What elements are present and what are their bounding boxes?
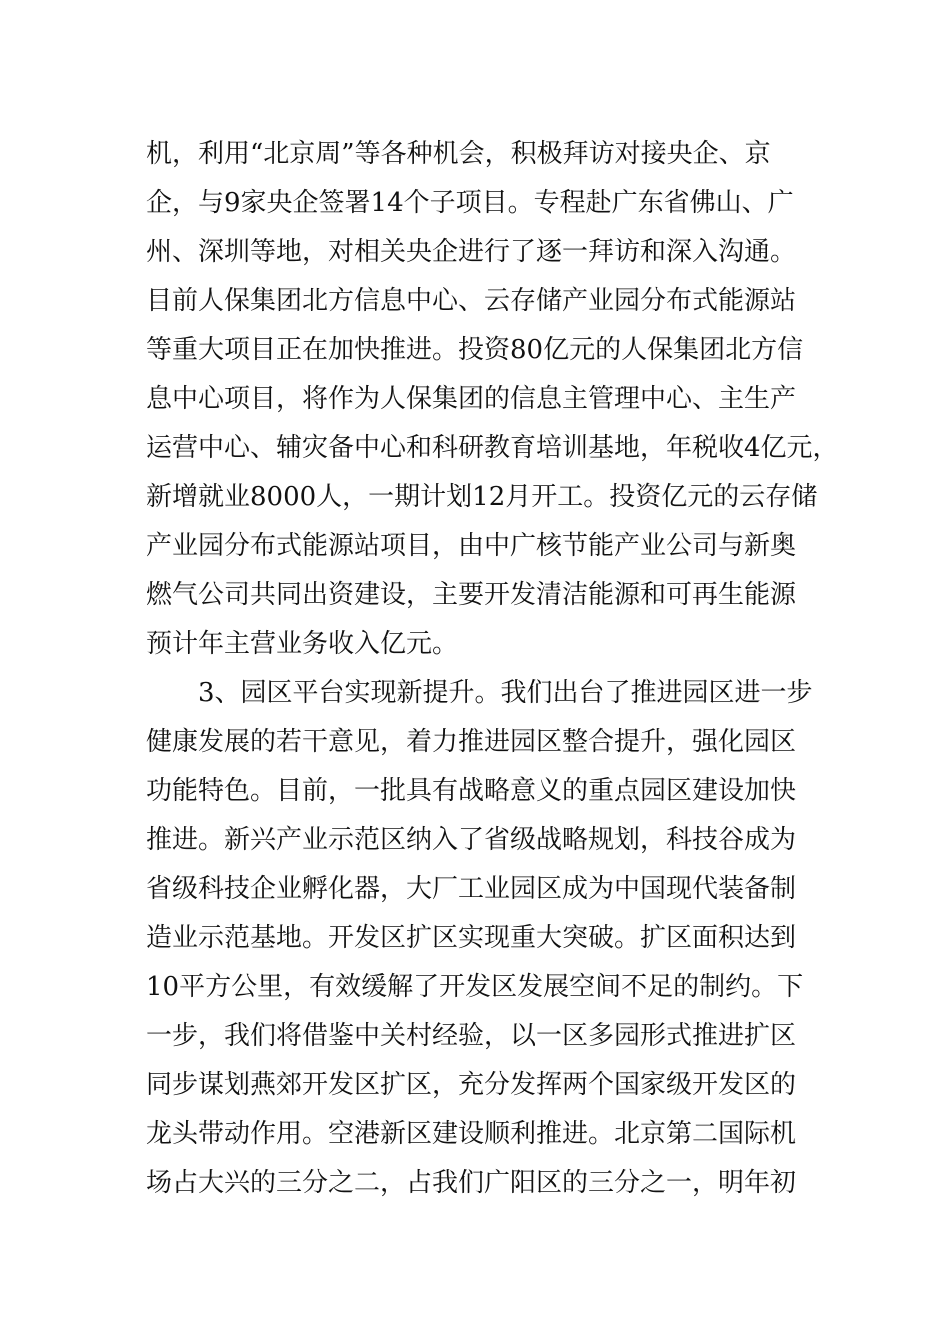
text-line: 息中心项目，将作为人保集团的信息主管理中心、主生产 <box>146 384 797 414</box>
text-line: 场占大兴的三分之二，占我们广阳区的三分之一，明年初 <box>146 1168 797 1198</box>
text-line: 机，利用“北京周”等各种机会，积极拜访对接央企、京 <box>146 139 771 169</box>
text-line: 推进。新兴产业示范区纳入了省级战略规划，科技谷成为 <box>146 825 797 855</box>
text-line: 一步，我们将借鉴中关村经验，以一区多园形式推进扩区 <box>146 1021 797 1051</box>
text-line: 新增就业8000人，一期计划12月开工。投资亿元的云存储 <box>146 482 818 512</box>
text-line: 州、深圳等地，对相关央企进行了逐一拜访和深入沟通。 <box>146 237 797 267</box>
text-line: 功能特色。目前，一批具有战略意义的重点园区建设加快 <box>146 776 797 806</box>
text-line: 同步谋划燕郊开发区扩区，充分发挥两个国家级开发区的 <box>146 1070 797 1100</box>
text-line: 等重大项目正在加快推进。投资80亿元的人保集团北方信 <box>146 335 804 365</box>
text-line: 企，与9家央企签署14个子项目。专程赴广东省佛山、广 <box>146 188 794 218</box>
paragraph-start-line: 3、园区平台实现新提升。我们出台了推进园区进一步 <box>198 678 813 708</box>
text-line: 10平方公里，有效缓解了开发区发展空间不足的制约。下 <box>146 972 804 1002</box>
text-line: 健康发展的若干意见，着力推进园区整合提升，强化园区 <box>146 727 797 757</box>
text-line: 目前人保集团北方信息中心、云存储产业园分布式能源站 <box>146 286 797 316</box>
document-body <box>146 130 839 1208</box>
text-line: 预计年主营业务收入亿元。 <box>146 629 459 659</box>
text-line: 产业园分布式能源站项目，由中广核节能产业公司与新奥 <box>146 531 797 561</box>
text-line: 龙头带动作用。空港新区建设顺利推进。北京第二国际机 <box>146 1119 797 1149</box>
text-line: 燃气公司共同出资建设，主要开发清洁能源和可再生能源 <box>146 580 797 610</box>
text-line: 造业示范基地。开发区扩区实现重大突破。扩区面积达到 <box>146 923 797 953</box>
text-line: 省级科技企业孵化器，大厂工业园区成为中国现代装备制 <box>146 874 797 904</box>
text-line: 运营中心、辅灾备中心和科研教育培训基地，年税收4亿元， <box>146 433 839 463</box>
